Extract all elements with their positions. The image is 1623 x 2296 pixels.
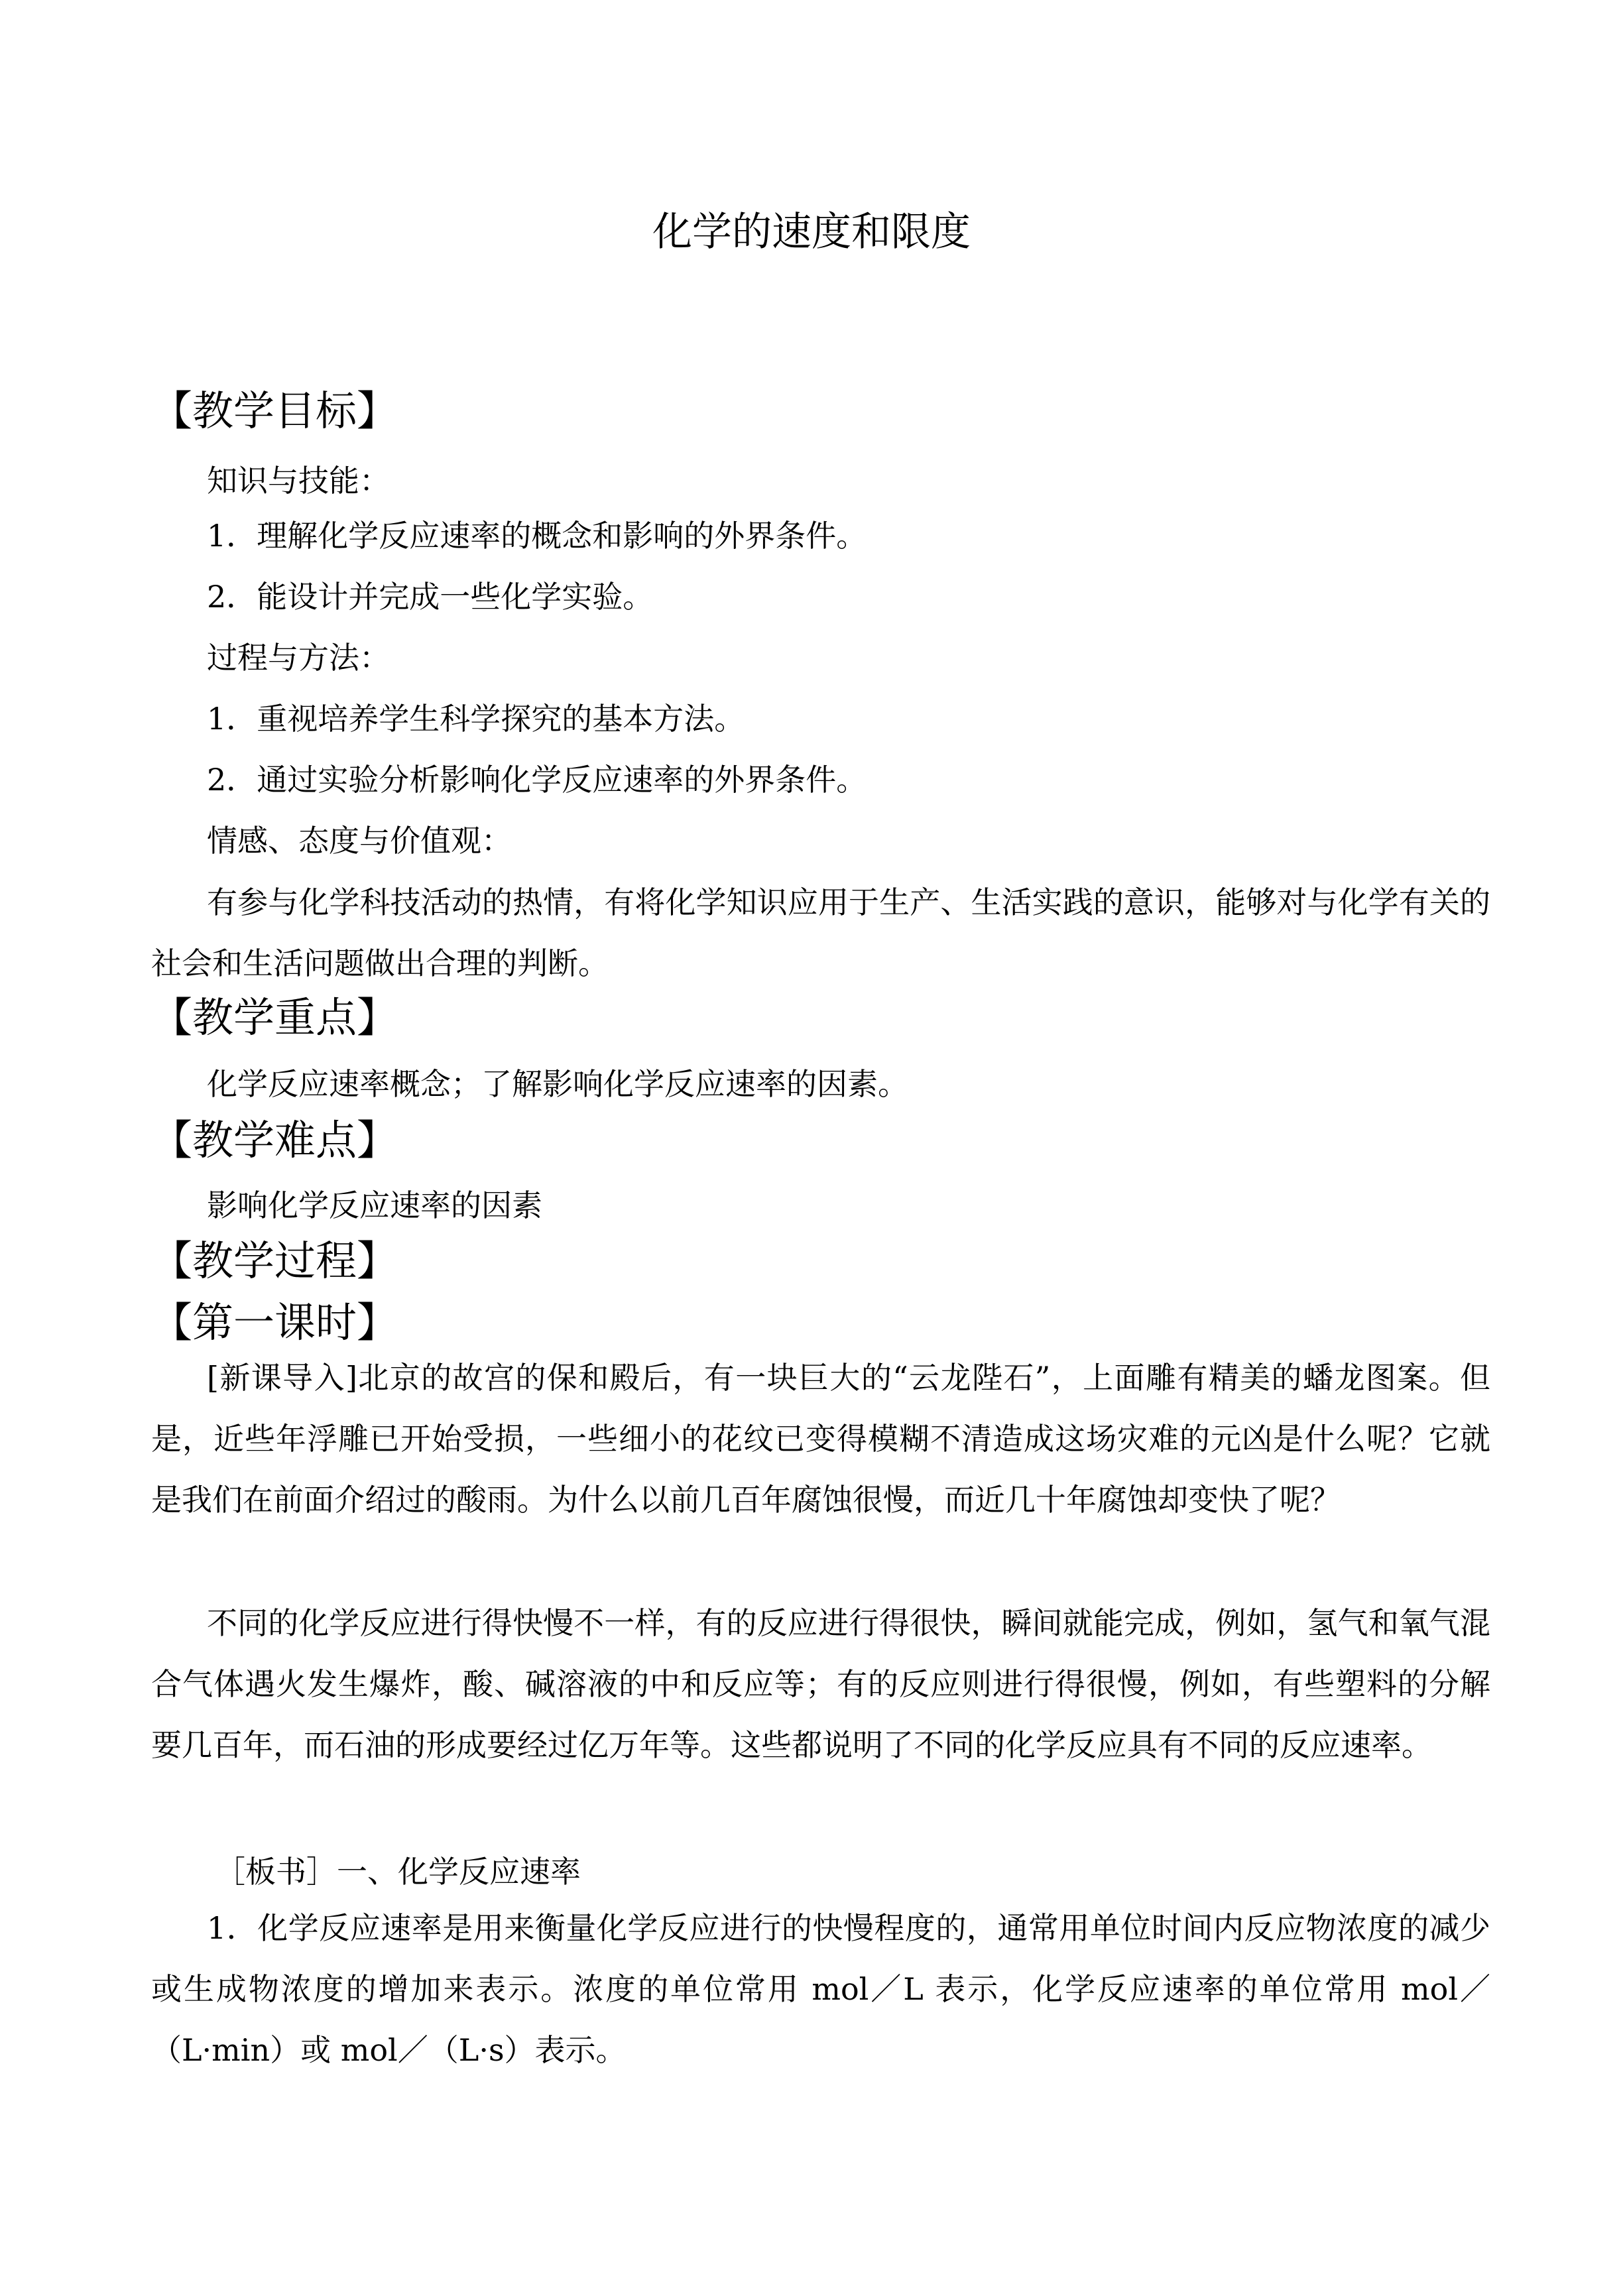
knowledge-item-1: 1．理解化学反应速率的概念和影响的外界条件。 — [207, 518, 867, 554]
lesson-one-heading: 【第一课时】 — [151, 1298, 398, 1347]
emotion-label: 情感、态度与价值观： — [207, 823, 512, 859]
knowledge-item-2: 2．能设计并完成一些化学实验。 — [207, 579, 654, 615]
emotion-paragraph: 有参与化学科技活动的热情，有将化学知识应用于生产、生活实践的意识，能够对与化学有关的社会和生活问题做出合理的判断。 — [151, 884, 1490, 981]
definition-paragraph: 1．化学反应速率是用来衡量化学反应进行的快慢程度的，通常用单位时间内反应物浓度的减少或生成物浓度的增加来表示。浓度的单位常用 mol／L 表示，化学反应速率的单位常用 mol／（L·min）或 mol／（L·s）表示。 — [151, 1910, 1490, 2068]
document-title: 化学的速度和限度 — [652, 209, 971, 255]
key-points-text: 化学反应速率概念；了解影响化学反应速率的因素。 — [207, 1066, 908, 1102]
board-note: ［板书］一、化学反应速率 — [215, 1854, 581, 1890]
key-points-heading: 【教学重点】 — [151, 993, 398, 1042]
objectives-heading: 【教学目标】 — [151, 387, 398, 435]
difficulties-text: 影响化学反应速率的因素 — [207, 1187, 542, 1223]
reaction-speed-paragraph: 不同的化学反应进行得快慢不一样，有的反应进行得很快，瞬间就能完成，例如，氢气和氧气混合气体遇火发生爆炸，酸、碱溶液的中和反应等；有的反应则进行得很慢，例如，有些塑料的分解要几百年，而石油的形成要经过亿万年等。这些都说明了不同的化学反应具有不同的反应速率。 — [151, 1605, 1490, 1763]
process-label: 过程与方法： — [207, 640, 390, 676]
intro-paragraph: [新课导入]北京的故宫的保和殿后，有一块巨大的“云龙陛石”，上面雕有精美的蟠龙图案。但是，近些年浮雕已开始受损，一些细小的花纹已变得模糊不清造成这场灾难的元凶是什么呢？它就是我们在前面介绍过的酸雨。为什么以前几百年腐蚀很慢，而近几十年腐蚀却变快了呢？ — [151, 1360, 1490, 1518]
difficulties-heading: 【教学难点】 — [151, 1116, 398, 1164]
process-item-1: 1．重视培养学生科学探究的基本方法。 — [207, 701, 745, 737]
process-item-2: 2．通过实验分析影响化学反应速率的外界条件。 — [207, 762, 867, 798]
process-heading: 【教学过程】 — [151, 1237, 398, 1285]
knowledge-label: 知识与技能： — [207, 463, 390, 499]
